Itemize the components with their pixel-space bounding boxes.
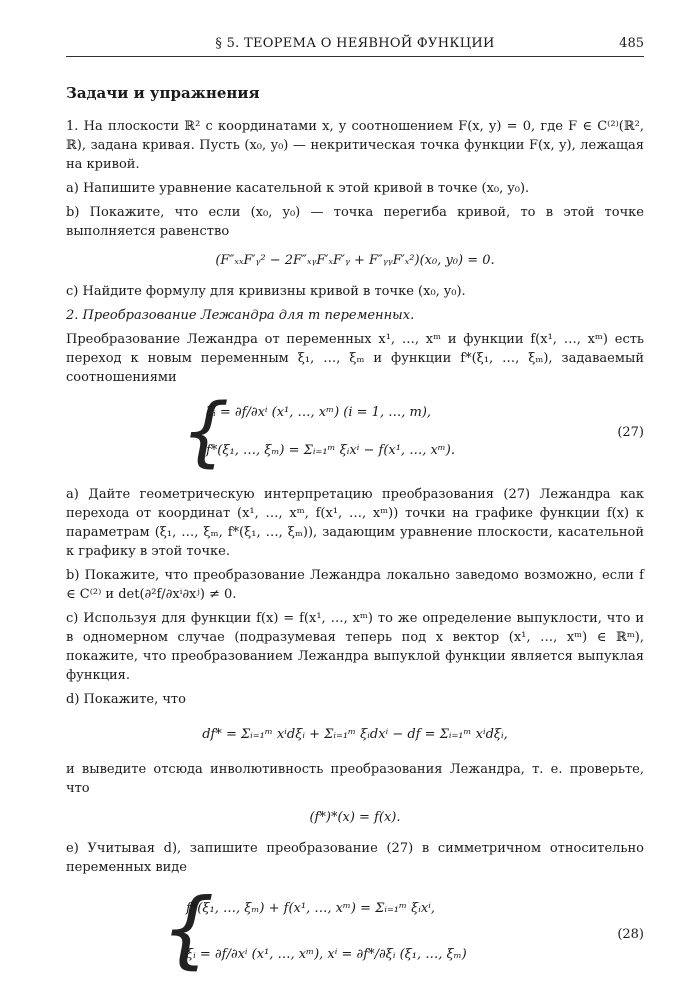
equation-27 [66, 386, 644, 475]
equation-27-line-1: ξᵢ = ∂f/∂xⁱ (x¹, …, xᵐ) (i = 1, …, m), [206, 405, 432, 420]
equation-28-line-2: ξᵢ = ∂f/∂xⁱ (x¹, …, xᵐ), xⁱ = ∂f*/∂ξᵢ (ξ₁, …, ξₘ) [186, 947, 467, 962]
equation-27-line-2: f*(ξ₁, …, ξₘ) = Σᵢ₌₁ᵐ ξᵢxⁱ − f(x¹, …, xᵐ). [206, 443, 455, 458]
exercise-2c: c) Используя для функции f(x) = f(x¹, …, xᵐ) то же определение выпуклости, что и в одномерном случае (подразумевая теперь под x вектор (x¹, …, xᵐ) ∈ ℝᵐ), покажите, что преобразованием Лежандра выпуклой функции является выпуклая функция. [66, 611, 644, 683]
left-brace-27: { [181, 386, 230, 475]
equation-28 [66, 880, 644, 981]
exercise-2a: a) Дайте геометрическую интерпретацию преобразования (27) Лежандра как перехода от координат (x¹, …, xᵐ, f(x¹, …, xᵐ)) точки на графике функции f(x) к параметрам (ξ₁, …, ξₘ, f*(ξ₁, …, ξₘ)), задающим уравнение плоскости, касательной к графику в этой точке. [66, 487, 644, 559]
exercise-1: 1. На плоскости ℝ² с координатами x, y соотношением F(x, y) = 0, где F ∈ C⁽²⁾(ℝ², ℝ), задана кривая. Пусть (x₀, y₀) — некритическая точка функции F(x, y), лежащая на кривой. [66, 119, 644, 172]
page-number: 485 [619, 36, 644, 51]
exercises-body [66, 117, 644, 981]
inflection-equation: (F″ₓₓF′ᵧ² − 2F″ₓᵧF′ₓF′ᵧ + F″ᵧᵧF′ₓ²)(x₀, y₀) = 0. [215, 253, 495, 268]
equation-28-number: (28) [617, 927, 644, 942]
running-header [66, 34, 644, 57]
exercise-1b: b) Покажите, что если (x₀, y₀) — точка перегиба кривой, то в этой точке выполняется равенство [66, 205, 644, 239]
exercise-1a: a) Напишите уравнение касательной к этой кривой в точке (x₀, y₀). [66, 181, 530, 196]
exercise-2e: e) Учитывая d), запишите преобразование (27) в симметричном относительно переменных виде [66, 841, 644, 875]
section-title: § 5. ТЕОРЕМА О НЕЯВНОЙ ФУНКЦИИ [215, 36, 495, 51]
exercise-1c: c) Найдите формулу для кривизны кривой в точке (x₀, y₀). [66, 284, 466, 299]
exercise-2-title: 2. Преобразование Лежандра для m переменных. [66, 308, 415, 323]
exercise-2d-continued: и выведите отсюда инволютивность преобразования Лежандра, т. е. проверьте, что [66, 762, 644, 796]
equation-28-line-1: f*(ξ₁, …, ξₘ) + f(x¹, …, xᵐ) = Σᵢ₌₁ᵐ ξᵢxⁱ, [186, 901, 435, 916]
exercise-2b: b) Покажите, что преобразование Лежандра локально заведомо возможно, если f ∈ C⁽²⁾ и det(∂²f/∂xⁱ∂xʲ) ≠ 0. [66, 568, 644, 602]
involution-equation: (f*)*(x) = f(x). [309, 810, 401, 825]
exercise-2d: d) Покажите, что [66, 692, 186, 707]
exercises-heading: Задачи и упражнения [66, 84, 260, 102]
differential-equation: df* = Σᵢ₌₁ᵐ xⁱdξᵢ + Σᵢ₌₁ᵐ ξᵢdxⁱ − df = Σᵢ₌₁ᵐ xⁱdξᵢ, [202, 727, 508, 742]
left-brace-28: { [161, 880, 215, 978]
legendre-definition: Преобразование Лежандра от переменных x¹, …, xᵐ и функции f(x¹, …, xᵐ) есть переход к новым переменным ξ₁, …, ξₘ и функции f*(ξ₁, …, ξₘ), задаваемый соотношениями [66, 332, 644, 385]
equation-27-number: (27) [617, 425, 644, 440]
